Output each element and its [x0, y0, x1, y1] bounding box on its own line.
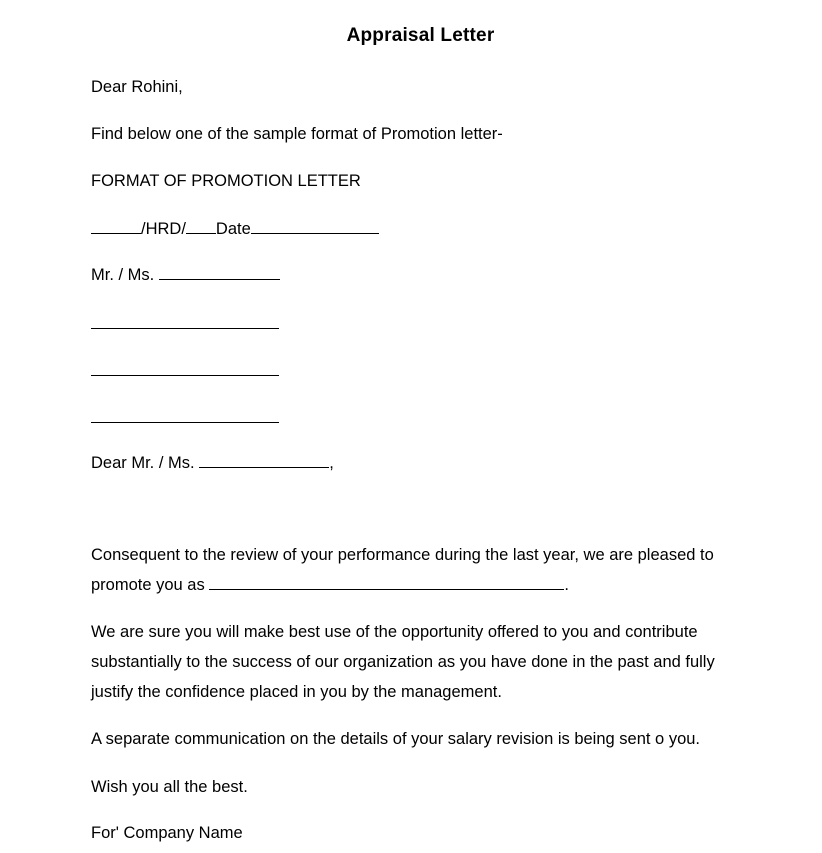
address-line-3-blank[interactable] — [91, 422, 279, 423]
salutation-label: Dear Mr. / Ms. — [91, 454, 200, 472]
reference-hrd-label: /HRD/ — [141, 220, 186, 238]
salutation-comma: , — [329, 454, 334, 472]
promotion-text: Consequent to the review of your performance during the last year, we are pleased to promote you as — [91, 546, 714, 594]
promotion-period: . — [564, 576, 569, 594]
salutation-line — [91, 452, 334, 473]
opportunity-paragraph: We are sure you will make best use of the opportunity offered to you and contribute substantially to the success of our organization as you have done in the past and fully justify the confidence placed in you by the management. — [91, 623, 715, 701]
date-blank[interactable] — [251, 218, 379, 234]
date-label: Date — [215, 220, 251, 238]
address-line-2-blank[interactable] — [91, 375, 279, 376]
reference-number-blank[interactable] — [91, 218, 141, 234]
intro-text: Find below one of the sample format of Promotion letter- — [91, 125, 503, 143]
addressee-line — [91, 264, 280, 285]
signoff-line: For' Company Name — [91, 824, 243, 842]
greeting: Dear Rohini, — [91, 78, 183, 96]
closing-line: Wish you all the best. — [91, 778, 248, 796]
reference-line — [91, 218, 379, 239]
reference-code-blank[interactable] — [186, 218, 216, 234]
promotion-paragraph — [91, 540, 751, 600]
salary-paragraph: A separate communication on the details of your salary revision is being sent o you. — [91, 730, 701, 748]
salutation-name-blank[interactable] — [199, 452, 329, 468]
designation-blank[interactable] — [209, 574, 564, 590]
format-heading: FORMAT OF PROMOTION LETTER — [91, 172, 361, 190]
page-title: Appraisal Letter — [346, 25, 495, 46]
addressee-name-blank[interactable] — [159, 264, 280, 280]
addressee-label: Mr. / Ms. — [91, 266, 159, 284]
address-line-1-blank[interactable] — [91, 328, 279, 329]
